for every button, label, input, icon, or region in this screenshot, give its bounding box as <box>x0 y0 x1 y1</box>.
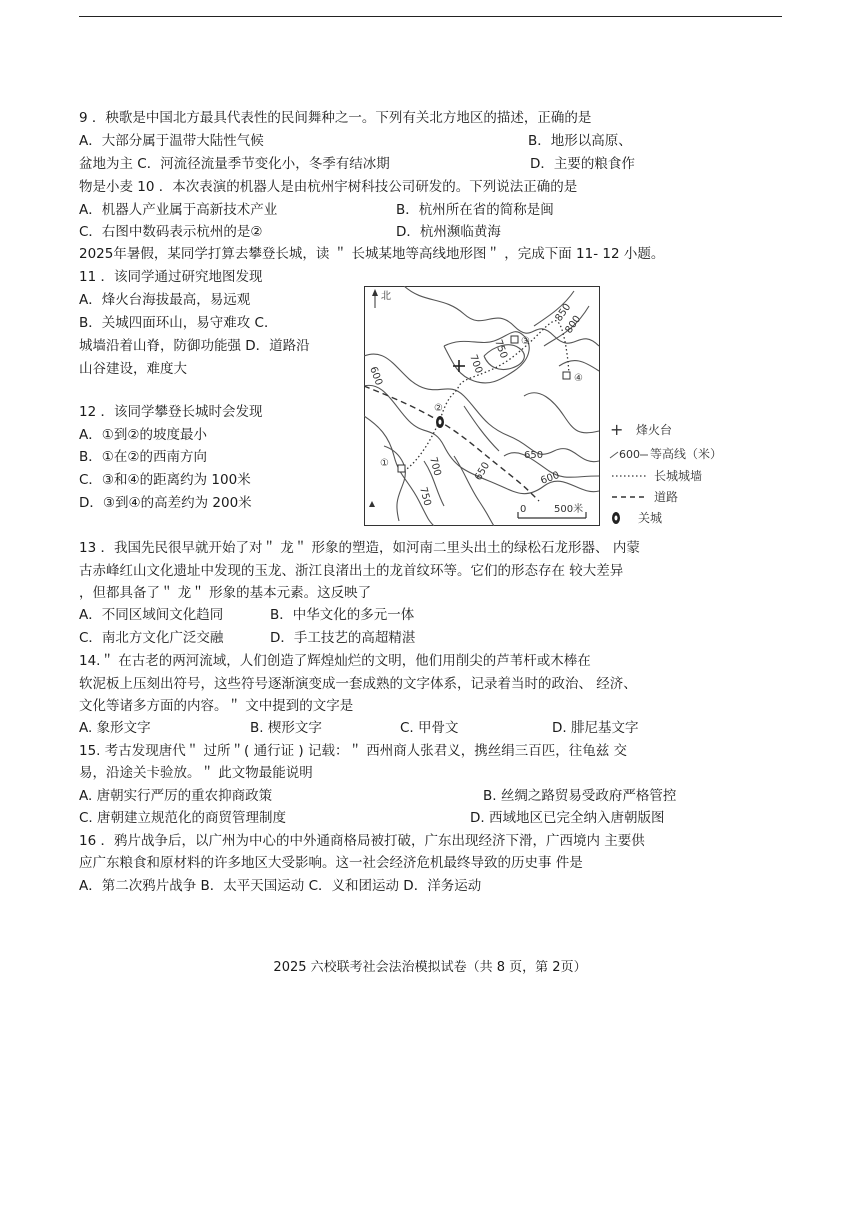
q13-option-d: D．手工技艺的高超精湛 <box>270 630 416 646</box>
point-2-label: ② <box>434 403 443 414</box>
q13-option-c: C．南北方文化广泛交融 <box>79 630 224 646</box>
scale-zero: 0 <box>520 504 527 515</box>
page-footer: 2025 六校联考社会法治模拟试卷（共 8 页，第 2页） <box>273 960 587 975</box>
q12-option-d: D．③到④的高差约为 200米 <box>79 495 252 511</box>
legend-contour-icon <box>610 452 618 458</box>
q9-option-a: A．大部分属于温带大陆性气候 <box>79 133 264 149</box>
contour-label: 800 <box>563 313 584 336</box>
scale-distance: 500米 <box>554 504 584 515</box>
intro-11-12: 2025年暑假，某同学打算去攀登长城，读 ＂ 长城某地等高线地形图＂ ，完成下面 11- 12 小题。 <box>79 246 665 262</box>
contour-label: 600 <box>539 469 561 487</box>
q14-option-c: C. 甲骨文 <box>400 720 459 736</box>
q16-line1: 16 ．鸦片战争后，以广州为中心的中外通商格局被打破，广东出现经济下滑，广西境内 主要供 <box>79 833 645 849</box>
contour-label: 750 <box>492 338 510 360</box>
contour-label: 850 <box>553 301 574 324</box>
q10-option-b: B．杭州所在省的简称是闽 <box>396 202 554 218</box>
q12-stem: 12 ．该同学攀登长城时会发现 <box>79 404 263 420</box>
q9-stem: 9 ．秧歌是中国北方最具代表性的民间舞种之一。下列有关北方地区的描述，正确的是 <box>79 110 592 126</box>
point-1-marker <box>398 465 405 472</box>
q9-option-b: B．地形以高原、 <box>528 133 632 149</box>
q15-option-c: C. 唐朝建立规范化的商贸管理制度 <box>79 810 287 826</box>
q15-line1: 15. 考古发现唐代＂ 过所＂( 通行证 ) 记载：＂ 西州商人张君义，携丝绢三百匹，往龟兹 交 <box>79 743 628 759</box>
q13-line2: 古赤峰红山文化遗址中发现的玉龙、浙江良渚出土的龙首纹环等。它们的形态存在 较大差异 <box>79 563 624 579</box>
legend-wall-label: 长城城墙 <box>654 469 703 483</box>
q11-line-d: 山谷建设，难度大 <box>79 361 187 377</box>
contour-label: 600 <box>367 365 385 387</box>
legend-road-label: 道路 <box>654 490 679 504</box>
q9-q10-line: 物是小麦 10 ．本次表演的机器人是由杭州宇树科技公司研发的。下列说法正确的是 <box>79 179 578 195</box>
q15-option-d: D. 西域地区已完全纳入唐朝版图 <box>470 810 665 826</box>
q11-line-c: 城墙沿着山脊，防御功能强 D．道路沿 <box>79 338 310 354</box>
q13-option-a: A．不同区域间文化趋同 <box>79 607 224 623</box>
legend-contour-sample: 600 <box>619 448 640 461</box>
q9-option-d: D．主要的粮食作 <box>530 156 635 172</box>
legend-contour-label: 等高线（米） <box>650 447 723 461</box>
contour-map <box>364 286 600 526</box>
legend-beacon-label: 烽火台 <box>636 423 673 437</box>
q15-option-b: B. 丝绸之路贸易受政府严格管控 <box>483 788 677 804</box>
q15-option-a: A. 唐朝实行严厉的重农抑商政策 <box>79 788 273 804</box>
contour-label: 750 <box>417 485 433 508</box>
q11-line-b: B．关城四面环山，易守难攻 C． <box>79 315 278 331</box>
q10-option-a: A．机器人产业属于高新技术产业 <box>79 202 278 218</box>
contour-label: 650 <box>473 460 493 483</box>
point-3-label: ③ <box>521 336 530 347</box>
contour-label: 650 <box>524 450 544 461</box>
q14-line1: 14.＂ 在古老的两河流域，人们创造了辉煌灿烂的文明，他们用削尖的芦苇杆或木棒在 <box>79 653 591 669</box>
point-4-label: ④ <box>574 373 583 384</box>
q13-option-b: B．中华文化的多元一体 <box>270 607 415 623</box>
point-1-label: ① <box>380 458 389 469</box>
q13-line1: 13 ．我国先民很早就开始了对＂ 龙＂ 形象的塑造，如河南二里头出土的绿松石龙形器、 内蒙 <box>79 540 640 556</box>
q13-line3: ，但都具备了＂ 龙＂ 形象的基本元素。这反映了 <box>79 585 372 601</box>
q9-line3: 盆地为主 C．河流径流量季节变化小，冬季有结冰期 <box>79 156 390 172</box>
q14-option-d: D. 腓尼基文字 <box>552 720 639 736</box>
point-4-marker <box>563 372 570 379</box>
legend-beacon-symbol: + <box>610 420 624 439</box>
contour-label: 700 <box>467 353 485 375</box>
q14-option-b: B. 楔形文字 <box>250 720 322 736</box>
q11-option-a: A．烽火台海拔最高，易远观 <box>79 292 251 308</box>
q12-option-c: C．③和④的距离约为 100米 <box>79 472 251 488</box>
q14-line2: 软泥板上压刻出符号，这些符号逐渐演变成一套成熟的文字体系，记录着当时的政治、 经济、 <box>79 676 637 692</box>
point-3-marker <box>511 336 518 343</box>
q10-option-d: D．杭州濒临黄海 <box>396 224 501 240</box>
legend-pass-icon <box>612 512 620 524</box>
pass-city-icon <box>436 416 444 428</box>
legend-pass-label: 关城 <box>638 511 663 525</box>
q12-option-b: B．①在②的西南方向 <box>79 449 207 465</box>
top-rule <box>79 16 782 17</box>
q10-option-c: C．右图中数码表示杭州的是② <box>79 224 263 240</box>
q11-stem: 11 ．该同学通过研究地图发现 <box>79 269 263 285</box>
map-legend <box>608 418 758 528</box>
q16-options: A．第二次鸦片战争 B．太平天国运动 C．义和团运动 D．洋务运动 <box>79 878 482 894</box>
contour-label: 700 <box>427 455 443 478</box>
q12-option-a: A．①到②的坡度最小 <box>79 427 207 443</box>
north-label: 北 <box>381 291 391 302</box>
q16-line2: 应广东粮食和原材料的许多地区大受影响。这一社会经济危机最终导致的历史事 件是 <box>79 855 583 871</box>
q14-option-a: A. 象形文字 <box>79 720 151 736</box>
q15-line2: 易，沿途关卡验放。＂ 此文物最能说明 <box>79 765 313 781</box>
q14-line3: 文化等诸多方面的内容。＂ 文中提到的文字是 <box>79 698 354 714</box>
